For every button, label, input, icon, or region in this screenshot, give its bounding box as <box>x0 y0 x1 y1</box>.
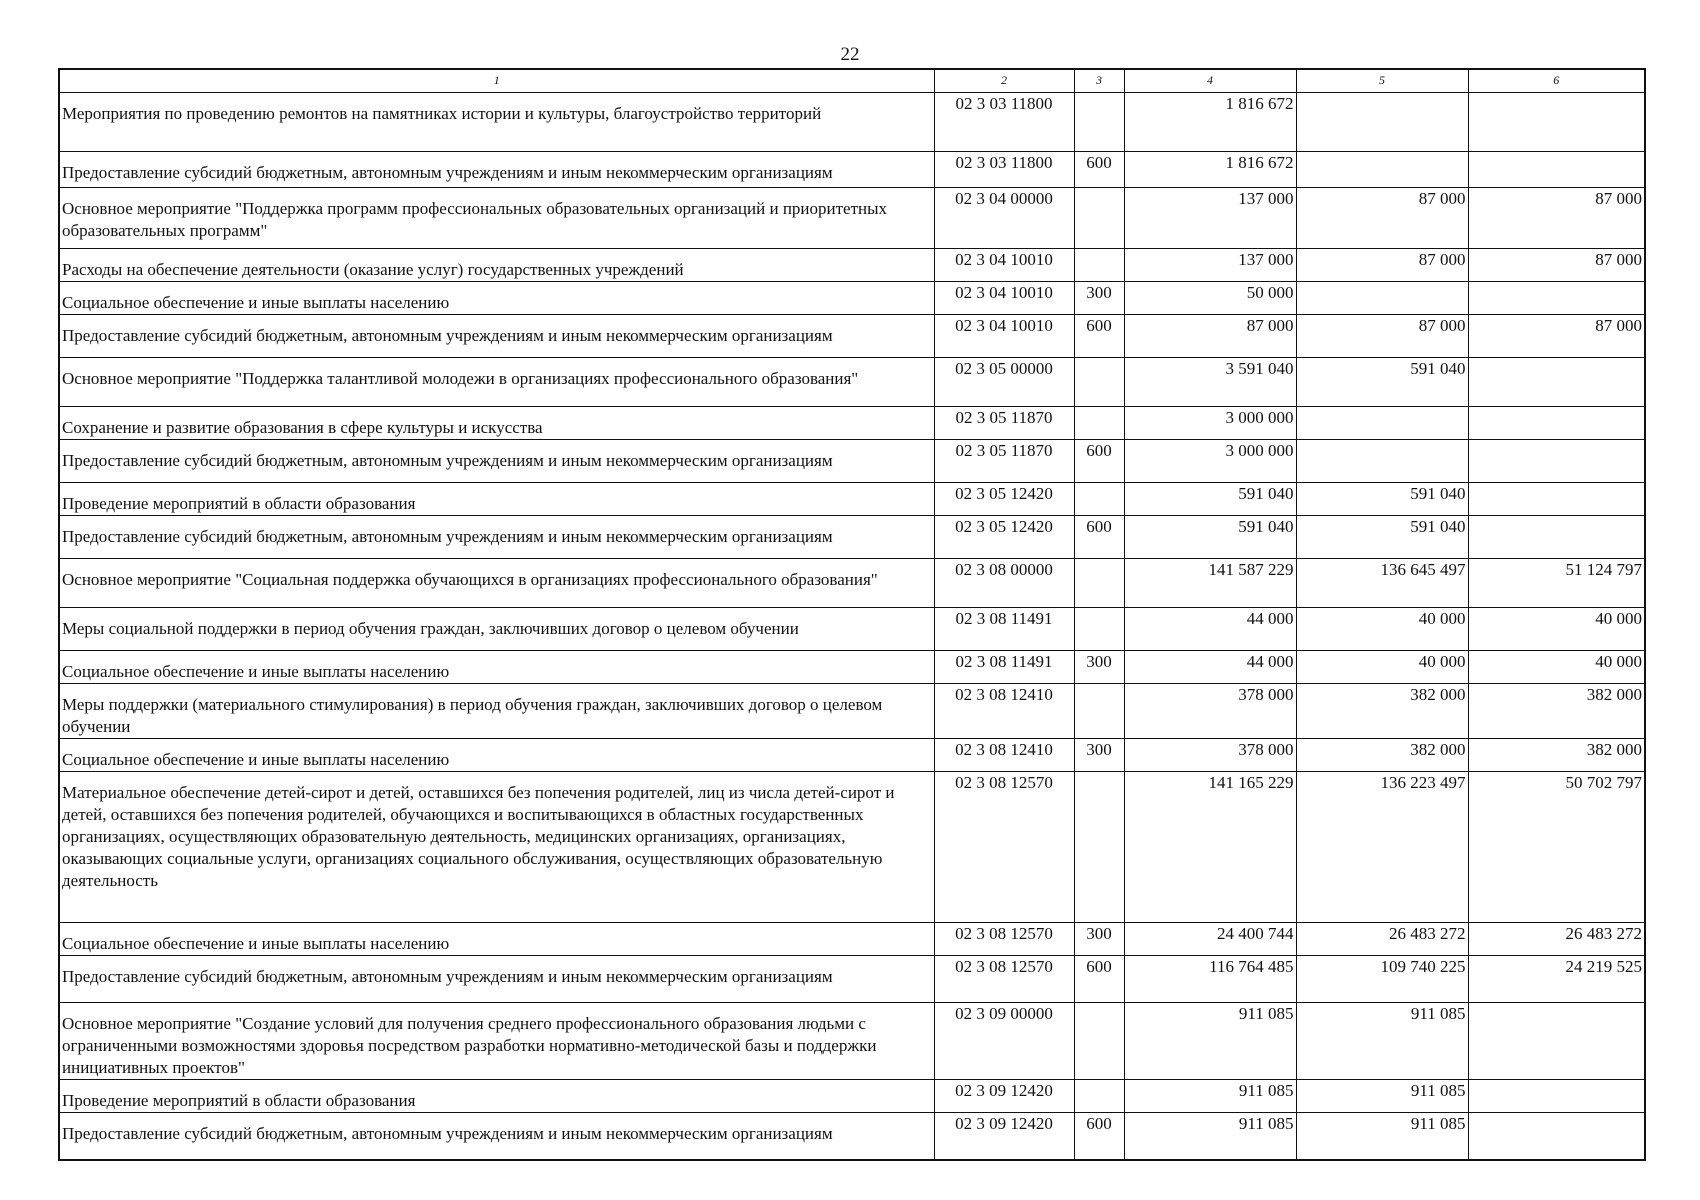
table-row <box>59 358 1645 407</box>
row-name-text: Предоставление субсидий бюджетным, автономным учреждениям и иным некоммерческим организациям <box>62 1124 833 1143</box>
table-row <box>59 956 1645 1003</box>
table-row <box>59 739 1645 772</box>
row-name-text: Проведение мероприятий в области образования <box>62 1091 416 1110</box>
row-value-4: 137 000 <box>1124 188 1296 249</box>
row-value-5: 382 000 <box>1296 739 1468 772</box>
row-name-text: Основное мероприятие "Поддержка талантливой молодежи в организациях профессионального образования" <box>62 369 859 388</box>
row-name-text: Социальное обеспечение и иные выплаты населению <box>62 750 450 769</box>
row-value-4: 3 000 000 <box>1124 407 1296 440</box>
row-name <box>59 559 934 608</box>
row-value-4: 50 000 <box>1124 282 1296 315</box>
row-expense-type: 600 <box>1074 1113 1124 1161</box>
row-value-5: 911 085 <box>1296 1113 1468 1161</box>
row-value-5: 40 000 <box>1296 651 1468 684</box>
row-value-6: 382 000 <box>1468 739 1645 772</box>
row-code: 02 3 09 12420 <box>934 1080 1074 1113</box>
row-value-4: 378 000 <box>1124 739 1296 772</box>
header-row <box>59 69 1645 93</box>
row-value-4: 44 000 <box>1124 608 1296 651</box>
table-row <box>59 188 1645 249</box>
row-value-6 <box>1468 483 1645 516</box>
column-header-1: 1 <box>59 69 934 93</box>
row-code: 02 3 04 10010 <box>934 282 1074 315</box>
table-row <box>59 923 1645 956</box>
row-value-6 <box>1468 93 1645 152</box>
row-name <box>59 483 934 516</box>
row-value-6: 382 000 <box>1468 684 1645 739</box>
row-name <box>59 1003 934 1080</box>
row-expense-type <box>1074 608 1124 651</box>
row-value-6: 26 483 272 <box>1468 923 1645 956</box>
row-name <box>59 358 934 407</box>
row-name <box>59 923 934 956</box>
row-value-5 <box>1296 282 1468 315</box>
table-row <box>59 516 1645 559</box>
row-code: 02 3 05 11870 <box>934 407 1074 440</box>
row-name-text: Основное мероприятие "Поддержка программ профессиональных образовательных организаций и приоритетных образовательных программ" <box>62 199 888 240</box>
row-name-text: Материальное обеспечение детей-сирот и детей, оставшихся без попечения родителей, лиц из числа детей-сирот и детей, оставшихся без попечения родителей, обучающихся и воспитывающихся в областных государственных организациях, осуществляющих образовательную деятельность, медицинских организациях, организациях, оказывающих социальные услуги, организациях социального обслуживания, осуществляющих образовательную деятельность <box>62 783 895 890</box>
row-value-6: 87 000 <box>1468 249 1645 282</box>
row-name <box>59 608 934 651</box>
row-value-4: 44 000 <box>1124 651 1296 684</box>
row-code: 02 3 08 00000 <box>934 559 1074 608</box>
row-expense-type <box>1074 93 1124 152</box>
row-value-4: 911 085 <box>1124 1113 1296 1161</box>
table-row <box>59 559 1645 608</box>
row-expense-type <box>1074 1003 1124 1080</box>
row-code: 02 3 04 10010 <box>934 315 1074 358</box>
row-name <box>59 188 934 249</box>
table-row <box>59 315 1645 358</box>
row-name <box>59 651 934 684</box>
column-header-4: 4 <box>1124 69 1296 93</box>
row-expense-type: 600 <box>1074 315 1124 358</box>
row-name-text: Меры социальной поддержки в период обучения граждан, заключивших договор о целевом обучении <box>62 619 799 638</box>
column-header-3: 3 <box>1074 69 1124 93</box>
row-code: 02 3 03 11800 <box>934 152 1074 188</box>
row-code: 02 3 08 12410 <box>934 684 1074 739</box>
row-expense-type <box>1074 772 1124 923</box>
row-name-text: Проведение мероприятий в области образования <box>62 494 416 513</box>
row-value-4: 3 000 000 <box>1124 440 1296 483</box>
row-expense-type <box>1074 559 1124 608</box>
row-value-5: 911 085 <box>1296 1080 1468 1113</box>
row-value-6 <box>1468 152 1645 188</box>
row-value-4: 911 085 <box>1124 1080 1296 1113</box>
row-expense-type <box>1074 483 1124 516</box>
row-name-text: Сохранение и развитие образования в сфере культуры и искусства <box>62 418 543 437</box>
row-value-4: 24 400 744 <box>1124 923 1296 956</box>
row-value-4: 1 816 672 <box>1124 152 1296 188</box>
row-name <box>59 956 934 1003</box>
row-code: 02 3 08 11491 <box>934 608 1074 651</box>
row-value-5: 591 040 <box>1296 358 1468 407</box>
row-value-5: 911 085 <box>1296 1003 1468 1080</box>
row-value-5: 136 223 497 <box>1296 772 1468 923</box>
column-header-2: 2 <box>934 69 1074 93</box>
row-value-6 <box>1468 282 1645 315</box>
row-code: 02 3 08 12570 <box>934 772 1074 923</box>
row-value-6: 40 000 <box>1468 651 1645 684</box>
row-value-4: 116 764 485 <box>1124 956 1296 1003</box>
row-value-4: 141 165 229 <box>1124 772 1296 923</box>
row-value-6: 87 000 <box>1468 315 1645 358</box>
row-value-6: 40 000 <box>1468 608 1645 651</box>
row-code: 02 3 08 12570 <box>934 923 1074 956</box>
row-expense-type: 300 <box>1074 651 1124 684</box>
budget-table <box>58 68 1646 1161</box>
row-expense-type <box>1074 188 1124 249</box>
row-expense-type: 600 <box>1074 440 1124 483</box>
table-row <box>59 282 1645 315</box>
row-value-6: 24 219 525 <box>1468 956 1645 1003</box>
row-value-5: 382 000 <box>1296 684 1468 739</box>
row-code: 02 3 04 00000 <box>934 188 1074 249</box>
row-value-6 <box>1468 516 1645 559</box>
row-name-text: Предоставление субсидий бюджетным, автономным учреждениям и иным некоммерческим организациям <box>62 163 833 182</box>
row-name-text: Основное мероприятие "Социальная поддержка обучающихся в организациях профессионального образования" <box>62 570 878 589</box>
budget-table-container <box>58 68 1644 1161</box>
row-name <box>59 1080 934 1113</box>
row-expense-type <box>1074 1080 1124 1113</box>
row-code: 02 3 05 11870 <box>934 440 1074 483</box>
row-value-6 <box>1468 407 1645 440</box>
page-number: 22 <box>840 44 860 65</box>
row-expense-type <box>1074 358 1124 407</box>
row-name-text: Основное мероприятие "Создание условий для получения среднего профессионального образования людьми с ограниченными возможностями здоровья посредством разработки нормативно-методической базы и поддержки инициативных проектов" <box>62 1014 877 1077</box>
table-row <box>59 1113 1645 1161</box>
row-name <box>59 315 934 358</box>
row-code: 02 3 09 00000 <box>934 1003 1074 1080</box>
row-name <box>59 684 934 739</box>
row-name-text: Предоставление субсидий бюджетным, автономным учреждениям и иным некоммерческим организациям <box>62 326 833 345</box>
row-value-5: 136 645 497 <box>1296 559 1468 608</box>
table-row <box>59 440 1645 483</box>
row-name <box>59 516 934 559</box>
row-value-6 <box>1468 1113 1645 1161</box>
row-name-text: Мероприятия по проведению ремонтов на памятниках истории и культуры, благоустройство территорий <box>62 104 822 123</box>
row-code: 02 3 04 10010 <box>934 249 1074 282</box>
row-value-4: 591 040 <box>1124 516 1296 559</box>
row-value-4: 911 085 <box>1124 1003 1296 1080</box>
row-code: 02 3 05 12420 <box>934 483 1074 516</box>
row-code: 02 3 05 12420 <box>934 516 1074 559</box>
table-row <box>59 152 1645 188</box>
row-name <box>59 152 934 188</box>
column-header-6: 6 <box>1468 69 1645 93</box>
row-name-text: Расходы на обеспечение деятельности (оказание услуг) государственных учреждений <box>62 260 684 279</box>
row-expense-type: 600 <box>1074 152 1124 188</box>
row-code: 02 3 03 11800 <box>934 93 1074 152</box>
row-code: 02 3 08 11491 <box>934 651 1074 684</box>
row-value-5: 26 483 272 <box>1296 923 1468 956</box>
table-row <box>59 249 1645 282</box>
row-name-text: Социальное обеспечение и иные выплаты населению <box>62 293 450 312</box>
row-value-5 <box>1296 93 1468 152</box>
row-expense-type: 600 <box>1074 516 1124 559</box>
row-code: 02 3 09 12420 <box>934 1113 1074 1161</box>
row-value-4: 87 000 <box>1124 315 1296 358</box>
row-value-6 <box>1468 440 1645 483</box>
row-value-4: 141 587 229 <box>1124 559 1296 608</box>
table-row <box>59 608 1645 651</box>
row-expense-type <box>1074 249 1124 282</box>
row-value-5: 87 000 <box>1296 249 1468 282</box>
row-expense-type <box>1074 684 1124 739</box>
row-value-5: 109 740 225 <box>1296 956 1468 1003</box>
row-value-5 <box>1296 440 1468 483</box>
row-name <box>59 93 934 152</box>
row-value-5 <box>1296 407 1468 440</box>
row-value-6: 51 124 797 <box>1468 559 1645 608</box>
row-expense-type: 300 <box>1074 282 1124 315</box>
row-expense-type: 300 <box>1074 739 1124 772</box>
row-value-4: 137 000 <box>1124 249 1296 282</box>
table-row <box>59 772 1645 923</box>
row-expense-type <box>1074 407 1124 440</box>
row-name <box>59 282 934 315</box>
row-value-6: 87 000 <box>1468 188 1645 249</box>
row-code: 02 3 08 12410 <box>934 739 1074 772</box>
table-row <box>59 1003 1645 1080</box>
row-value-4: 591 040 <box>1124 483 1296 516</box>
row-value-6 <box>1468 1080 1645 1113</box>
table-row <box>59 483 1645 516</box>
table-row <box>59 407 1645 440</box>
table-row <box>59 1080 1645 1113</box>
table-row <box>59 684 1645 739</box>
column-header-5: 5 <box>1296 69 1468 93</box>
row-name <box>59 1113 934 1161</box>
row-name-text: Меры поддержки (материального стимулирования) в период обучения граждан, заключивших договор о целевом обучении <box>62 695 883 736</box>
row-value-4: 3 591 040 <box>1124 358 1296 407</box>
row-name-text: Предоставление субсидий бюджетным, автономным учреждениям и иным некоммерческим организациям <box>62 451 833 470</box>
row-value-4: 1 816 672 <box>1124 93 1296 152</box>
row-name-text: Социальное обеспечение и иные выплаты населению <box>62 662 450 681</box>
row-value-5: 87 000 <box>1296 188 1468 249</box>
row-code: 02 3 05 00000 <box>934 358 1074 407</box>
row-name-text: Предоставление субсидий бюджетным, автономным учреждениям и иным некоммерческим организациям <box>62 527 833 546</box>
table-row <box>59 651 1645 684</box>
row-value-5: 40 000 <box>1296 608 1468 651</box>
row-value-6 <box>1468 1003 1645 1080</box>
row-value-6: 50 702 797 <box>1468 772 1645 923</box>
row-code: 02 3 08 12570 <box>934 956 1074 1003</box>
row-value-5: 87 000 <box>1296 315 1468 358</box>
row-expense-type: 600 <box>1074 956 1124 1003</box>
row-name-text: Социальное обеспечение и иные выплаты населению <box>62 934 450 953</box>
row-name <box>59 440 934 483</box>
row-name <box>59 249 934 282</box>
row-expense-type: 300 <box>1074 923 1124 956</box>
row-value-5 <box>1296 152 1468 188</box>
row-name <box>59 739 934 772</box>
row-name <box>59 772 934 923</box>
row-value-6 <box>1468 358 1645 407</box>
table-row <box>59 93 1645 152</box>
row-name <box>59 407 934 440</box>
row-value-4: 378 000 <box>1124 684 1296 739</box>
row-value-5: 591 040 <box>1296 483 1468 516</box>
row-name-text: Предоставление субсидий бюджетным, автономным учреждениям и иным некоммерческим организациям <box>62 967 833 986</box>
row-value-5: 591 040 <box>1296 516 1468 559</box>
